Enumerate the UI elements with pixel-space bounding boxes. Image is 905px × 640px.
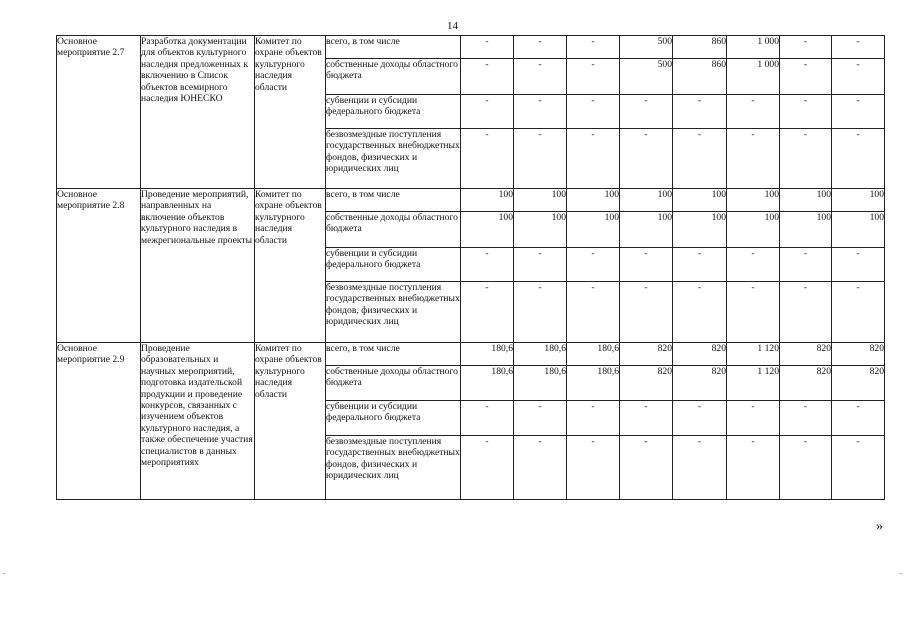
value-cell: -: [727, 95, 780, 129]
value-cell: -: [461, 248, 514, 282]
funding-source-cell: субвенции и субсидии федерального бюджета: [326, 401, 461, 436]
value-cell: 500: [620, 59, 673, 95]
value-cell: -: [780, 59, 832, 95]
value-cell: -: [620, 436, 673, 500]
value-cell: 180,6: [514, 366, 567, 401]
value-cell: -: [620, 95, 673, 129]
value-cell: 180,6: [567, 343, 620, 366]
value-cell: -: [567, 129, 620, 189]
edge-mark-left: -: [3, 569, 6, 578]
value-cell: -: [620, 282, 673, 343]
funding-source-cell: безвозмездные поступления государственных внебюджетных фондов, физических и юридических лиц: [326, 129, 461, 189]
value-cell: -: [461, 129, 514, 189]
value-cell: -: [514, 436, 567, 500]
value-cell: 820: [620, 343, 673, 366]
value-cell: -: [832, 36, 885, 59]
value-cell: -: [727, 436, 780, 500]
value-cell: -: [461, 436, 514, 500]
value-cell: -: [567, 401, 620, 436]
value-cell: 100: [832, 189, 885, 212]
value-cell: -: [620, 401, 673, 436]
activity-description-cell: Проведение образовательных и научных мероприятий, подготовка издательской продукции и проведение конкурсов, связанных с изучением объектов культурного наследия, а также обеспечение участия специалистов в данных мероприятиях: [141, 343, 255, 500]
value-cell: 100: [461, 212, 514, 248]
value-cell: 1 120: [727, 343, 780, 366]
value-cell: 180,6: [461, 366, 514, 401]
value-cell: 100: [727, 189, 780, 212]
executor-cell: Комитет по охране объектов культурного наследия области: [255, 36, 326, 189]
funding-source-cell: собственные доходы областного бюджета: [326, 59, 461, 95]
executor-cell: Комитет по охране объектов культурного наследия области: [255, 189, 326, 343]
value-cell: -: [832, 129, 885, 189]
value-cell: -: [832, 248, 885, 282]
value-cell: -: [727, 282, 780, 343]
value-cell: 100: [727, 212, 780, 248]
edge-mark-right: -: [899, 569, 902, 578]
page-number: 14: [447, 20, 458, 32]
value-cell: 100: [567, 189, 620, 212]
funding-table-body: [57, 36, 885, 500]
table-row: [57, 343, 885, 366]
value-cell: -: [780, 129, 832, 189]
value-cell: 100: [620, 212, 673, 248]
value-cell: -: [567, 59, 620, 95]
value-cell: -: [567, 248, 620, 282]
activity-name-cell: Основное мероприятие 2.7: [57, 36, 141, 189]
value-cell: 100: [673, 212, 727, 248]
value-cell: -: [832, 59, 885, 95]
value-cell: -: [780, 282, 832, 343]
value-cell: 860: [673, 59, 727, 95]
value-cell: 100: [673, 189, 727, 212]
value-cell: 860: [673, 36, 727, 59]
value-cell: -: [727, 248, 780, 282]
value-cell: -: [514, 282, 567, 343]
value-cell: 180,6: [461, 343, 514, 366]
table-row: [57, 189, 885, 212]
activity-name-cell: Основное мероприятие 2.8: [57, 189, 141, 343]
value-cell: -: [673, 282, 727, 343]
value-cell: 1 120: [727, 366, 780, 401]
value-cell: -: [832, 95, 885, 129]
value-cell: 180,6: [514, 343, 567, 366]
value-cell: -: [514, 95, 567, 129]
value-cell: -: [832, 401, 885, 436]
value-cell: -: [514, 401, 567, 436]
value-cell: -: [514, 129, 567, 189]
value-cell: -: [567, 436, 620, 500]
activity-description-cell: Проведение мероприятий, направленных на включение объектов культурного наследия в межрегиональные проекты: [141, 189, 255, 343]
value-cell: 1 000: [727, 59, 780, 95]
value-cell: -: [780, 401, 832, 436]
value-cell: -: [567, 36, 620, 59]
value-cell: 100: [567, 212, 620, 248]
value-cell: -: [567, 282, 620, 343]
activity-name-cell: Основное мероприятие 2.9: [57, 343, 141, 500]
value-cell: -: [620, 248, 673, 282]
table-row: [57, 36, 885, 59]
value-cell: 100: [514, 189, 567, 212]
value-cell: 500: [620, 36, 673, 59]
funding-table: [56, 35, 885, 500]
funding-source-cell: всего, в том числе: [326, 36, 461, 59]
executor-cell: Комитет по охране объектов культурного наследия области: [255, 343, 326, 500]
value-cell: -: [673, 248, 727, 282]
value-cell: -: [780, 95, 832, 129]
value-cell: -: [832, 282, 885, 343]
value-cell: 100: [461, 189, 514, 212]
value-cell: 100: [780, 189, 832, 212]
value-cell: 1 000: [727, 36, 780, 59]
funding-source-cell: безвозмездные поступления государственных внебюджетных фондов, физических и юридических лиц: [326, 436, 461, 500]
value-cell: -: [832, 436, 885, 500]
value-cell: -: [620, 129, 673, 189]
value-cell: 820: [673, 366, 727, 401]
value-cell: -: [780, 248, 832, 282]
value-cell: -: [673, 401, 727, 436]
value-cell: -: [461, 282, 514, 343]
value-cell: -: [461, 36, 514, 59]
closing-quote: »: [876, 519, 883, 534]
funding-source-cell: субвенции и субсидии федерального бюджета: [326, 248, 461, 282]
value-cell: 820: [832, 343, 885, 366]
value-cell: 180,6: [567, 366, 620, 401]
value-cell: 100: [514, 212, 567, 248]
value-cell: -: [514, 248, 567, 282]
value-cell: -: [461, 401, 514, 436]
value-cell: 100: [832, 212, 885, 248]
funding-source-cell: всего, в том числе: [326, 189, 461, 212]
value-cell: 820: [780, 343, 832, 366]
value-cell: -: [727, 401, 780, 436]
value-cell: 100: [780, 212, 832, 248]
funding-source-cell: всего, в том числе: [326, 343, 461, 366]
value-cell: -: [461, 95, 514, 129]
value-cell: -: [514, 36, 567, 59]
funding-source-cell: собственные доходы областного бюджета: [326, 212, 461, 248]
value-cell: -: [673, 95, 727, 129]
value-cell: -: [780, 436, 832, 500]
funding-source-cell: собственные доходы областного бюджета: [326, 366, 461, 401]
value-cell: 820: [620, 366, 673, 401]
value-cell: 820: [673, 343, 727, 366]
funding-source-cell: субвенции и субсидии федерального бюджета: [326, 95, 461, 129]
value-cell: -: [461, 59, 514, 95]
value-cell: -: [673, 436, 727, 500]
value-cell: 100: [620, 189, 673, 212]
activity-description-cell: Разработка документации для объектов культурного наследия предложенных к включению в Список объектов всемирного наследия ЮНЕСКО: [141, 36, 255, 189]
value-cell: -: [780, 36, 832, 59]
funding-source-cell: безвозмездные поступления государственных внебюджетных фондов, физических и юридических лиц: [326, 282, 461, 343]
value-cell: 820: [832, 366, 885, 401]
value-cell: 820: [780, 366, 832, 401]
value-cell: -: [514, 59, 567, 95]
value-cell: -: [727, 129, 780, 189]
value-cell: -: [567, 95, 620, 129]
value-cell: -: [673, 129, 727, 189]
